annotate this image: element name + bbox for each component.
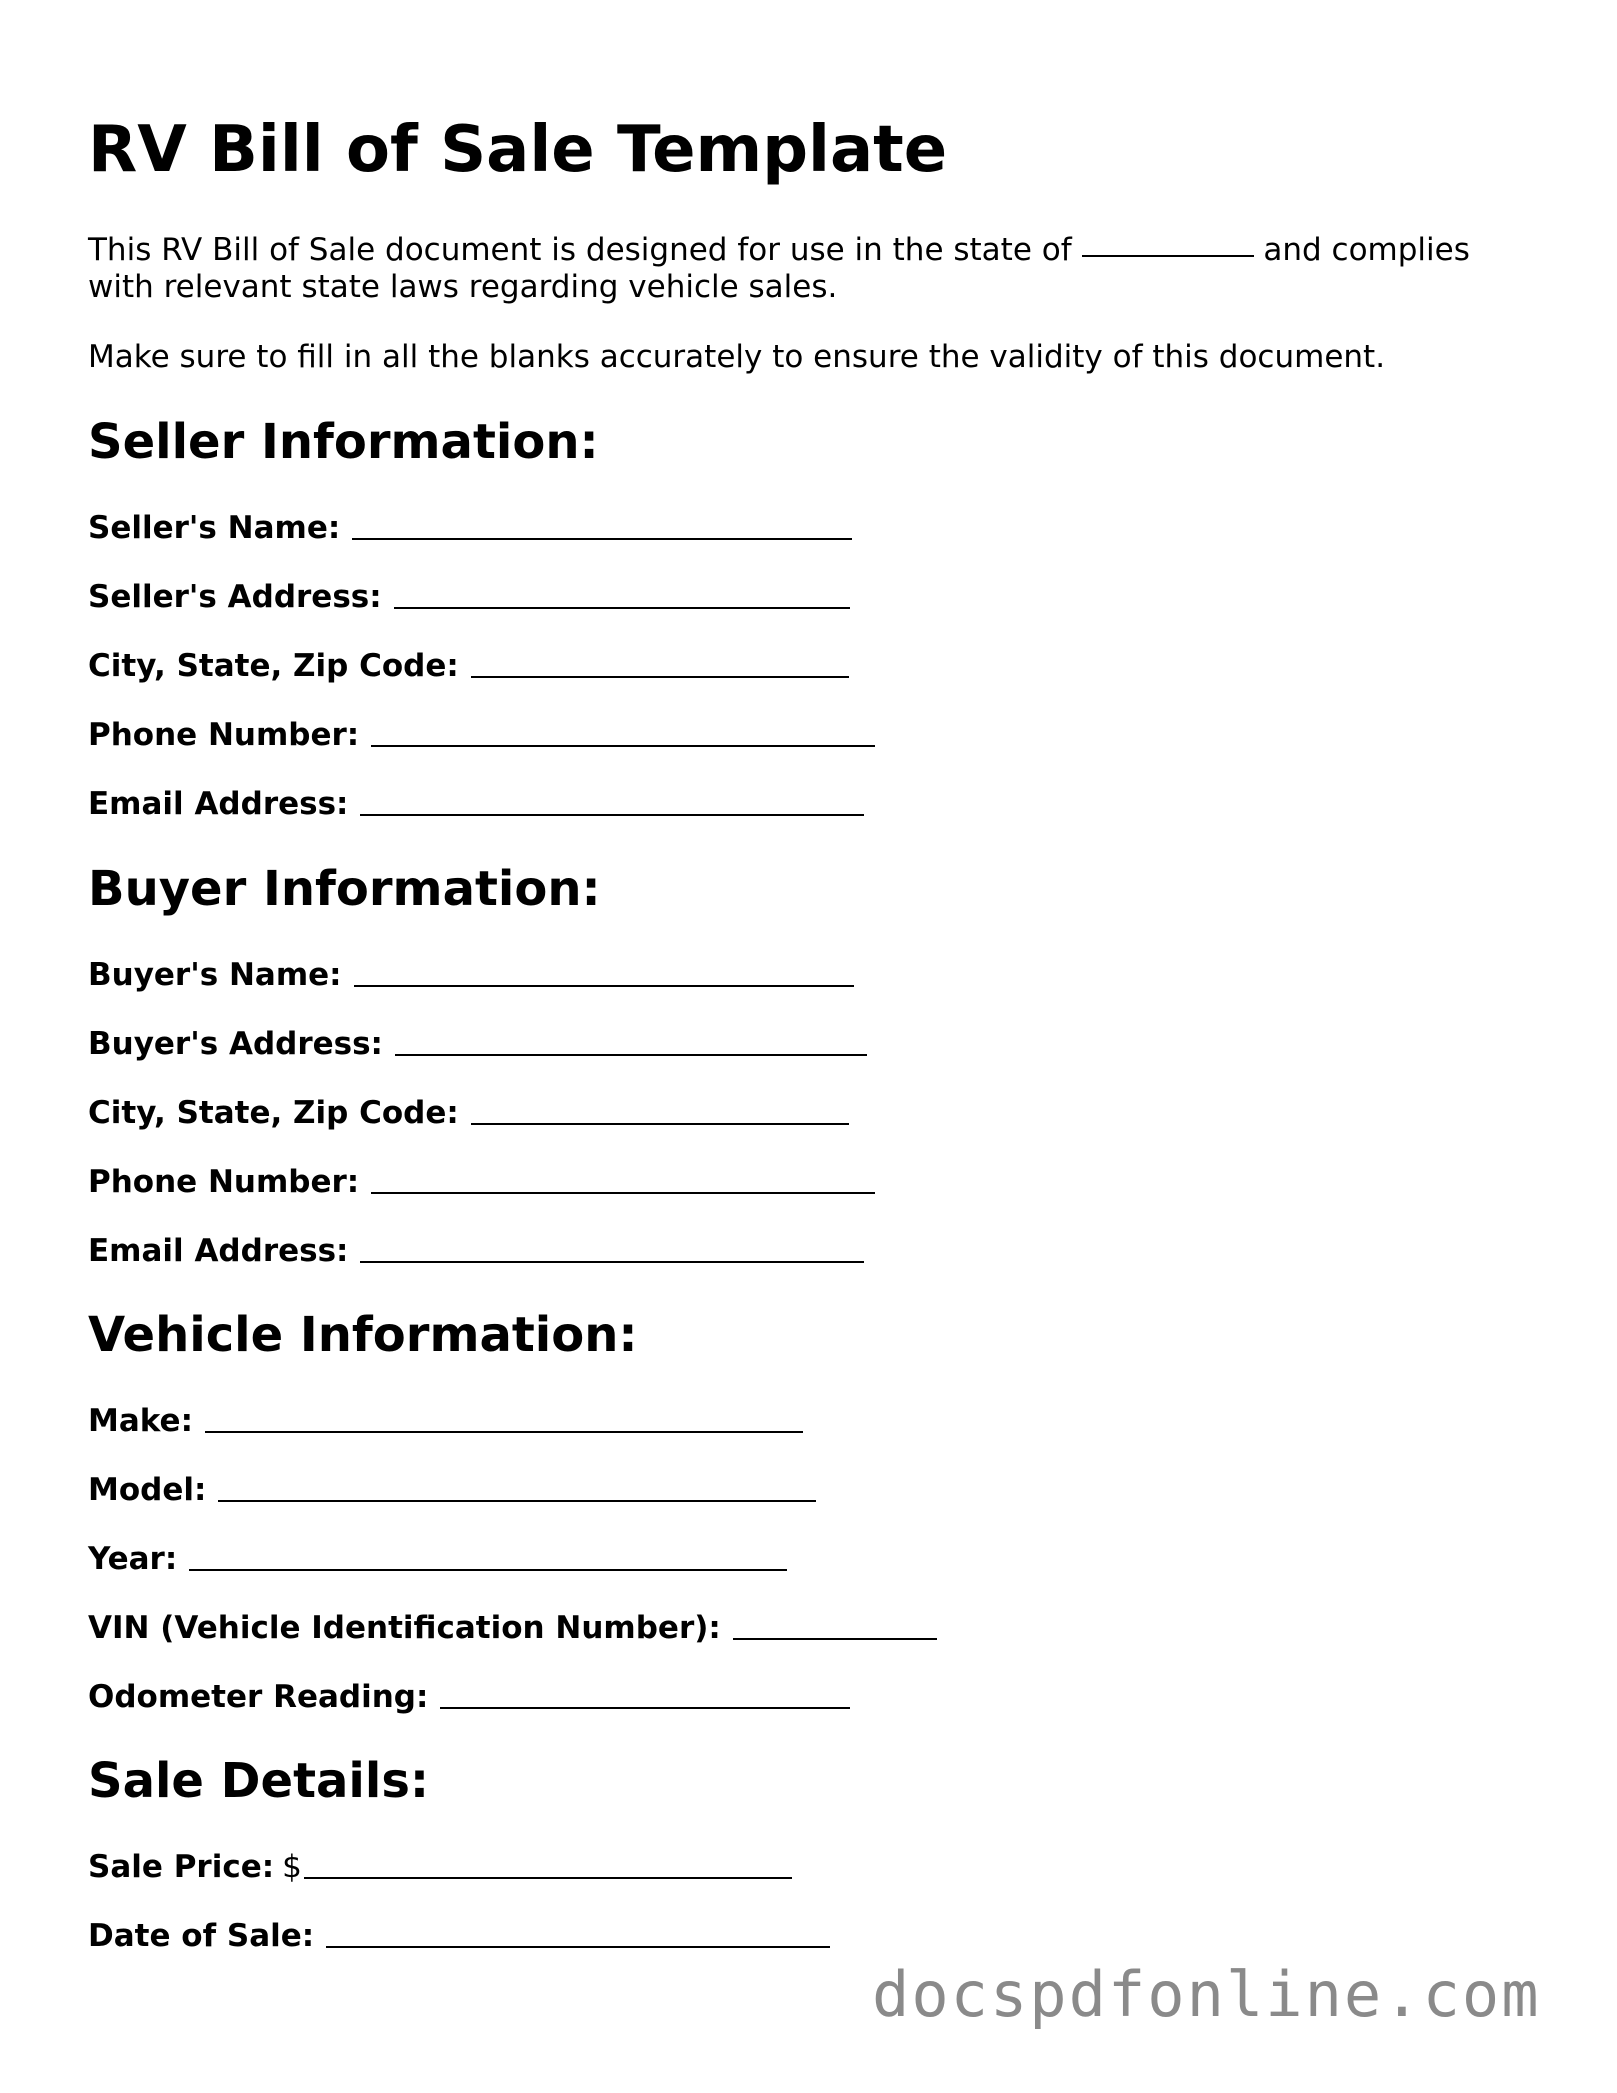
seller-phone-blank[interactable]: [371, 745, 875, 747]
instruction-paragraph: Make sure to fill in all the blanks accurately to ensure the validity of this document.: [88, 339, 1386, 375]
buyer-email-field: [88, 1231, 864, 1271]
buyer-email-label: Email Address:: [88, 1233, 349, 1269]
vehicle-model-blank[interactable]: [218, 1500, 816, 1502]
vehicle-odometer-label: Odometer Reading:: [88, 1679, 429, 1715]
watermark: docspdfonline.com: [872, 1958, 1541, 2031]
vehicle-vin-field: [88, 1608, 937, 1648]
vehicle-make-blank[interactable]: [205, 1431, 803, 1433]
seller-address-label: Seller's Address:: [88, 579, 382, 615]
buyer-city-field: [88, 1093, 849, 1133]
seller-email-blank[interactable]: [360, 814, 864, 816]
seller-city-field: [88, 646, 849, 686]
intro-text-part1: This RV Bill of Sale document is designed for use in the state of: [88, 232, 1072, 268]
seller-name-label: Seller's Name:: [88, 510, 341, 546]
buyer-email-blank[interactable]: [360, 1261, 864, 1263]
sale-section-heading: Sale Details:: [88, 1753, 430, 1809]
buyer-name-blank[interactable]: [354, 985, 854, 987]
vehicle-vin-label: VIN (Vehicle Identification Number):: [88, 1610, 721, 1646]
sale-date-blank[interactable]: [326, 1946, 830, 1948]
buyer-name-field: [88, 955, 854, 995]
vehicle-odometer-blank[interactable]: [440, 1707, 850, 1709]
buyer-address-field: [88, 1024, 867, 1064]
buyer-phone-field: [88, 1162, 875, 1202]
vehicle-make-field: [88, 1401, 803, 1441]
vehicle-vin-blank[interactable]: [733, 1638, 937, 1640]
seller-name-blank[interactable]: [352, 538, 852, 540]
sale-date-field: [88, 1916, 830, 1956]
buyer-city-label: City, State, Zip Code:: [88, 1095, 459, 1131]
seller-city-label: City, State, Zip Code:: [88, 648, 459, 684]
intro-paragraph: [88, 232, 1528, 306]
buyer-phone-blank[interactable]: [371, 1192, 875, 1194]
sale-price-label: Sale Price:: [88, 1849, 275, 1885]
vehicle-make-label: Make:: [88, 1403, 193, 1439]
seller-address-blank[interactable]: [394, 607, 850, 609]
vehicle-year-blank[interactable]: [189, 1569, 787, 1571]
sale-price-blank[interactable]: [304, 1877, 792, 1879]
buyer-phone-label: Phone Number:: [88, 1164, 360, 1200]
seller-name-field: [88, 508, 852, 548]
seller-phone-label: Phone Number:: [88, 717, 360, 753]
vehicle-model-field: [88, 1470, 816, 1510]
sale-price-field: [88, 1847, 792, 1887]
seller-address-field: [88, 577, 850, 617]
seller-email-field: [88, 784, 864, 824]
buyer-city-blank[interactable]: [471, 1123, 849, 1125]
currency-symbol: $: [282, 1849, 302, 1885]
page-title: RV Bill of Sale Template: [88, 113, 948, 187]
seller-phone-field: [88, 715, 875, 755]
vehicle-model-label: Model:: [88, 1472, 207, 1508]
buyer-address-blank[interactable]: [395, 1054, 867, 1056]
sale-date-label: Date of Sale:: [88, 1918, 315, 1954]
state-blank[interactable]: [1082, 255, 1254, 257]
vehicle-odometer-field: [88, 1677, 850, 1717]
buyer-address-label: Buyer's Address:: [88, 1026, 383, 1062]
seller-city-blank[interactable]: [471, 676, 849, 678]
seller-email-label: Email Address:: [88, 786, 349, 822]
buyer-section-heading: Buyer Information:: [88, 861, 601, 917]
vehicle-year-label: Year:: [88, 1541, 178, 1577]
vehicle-year-field: [88, 1539, 787, 1579]
intro-text-part2: and complies with relevant state laws regarding vehicle sales.: [88, 232, 1470, 305]
vehicle-section-heading: Vehicle Information:: [88, 1307, 638, 1363]
buyer-name-label: Buyer's Name:: [88, 957, 342, 993]
seller-section-heading: Seller Information:: [88, 414, 599, 470]
